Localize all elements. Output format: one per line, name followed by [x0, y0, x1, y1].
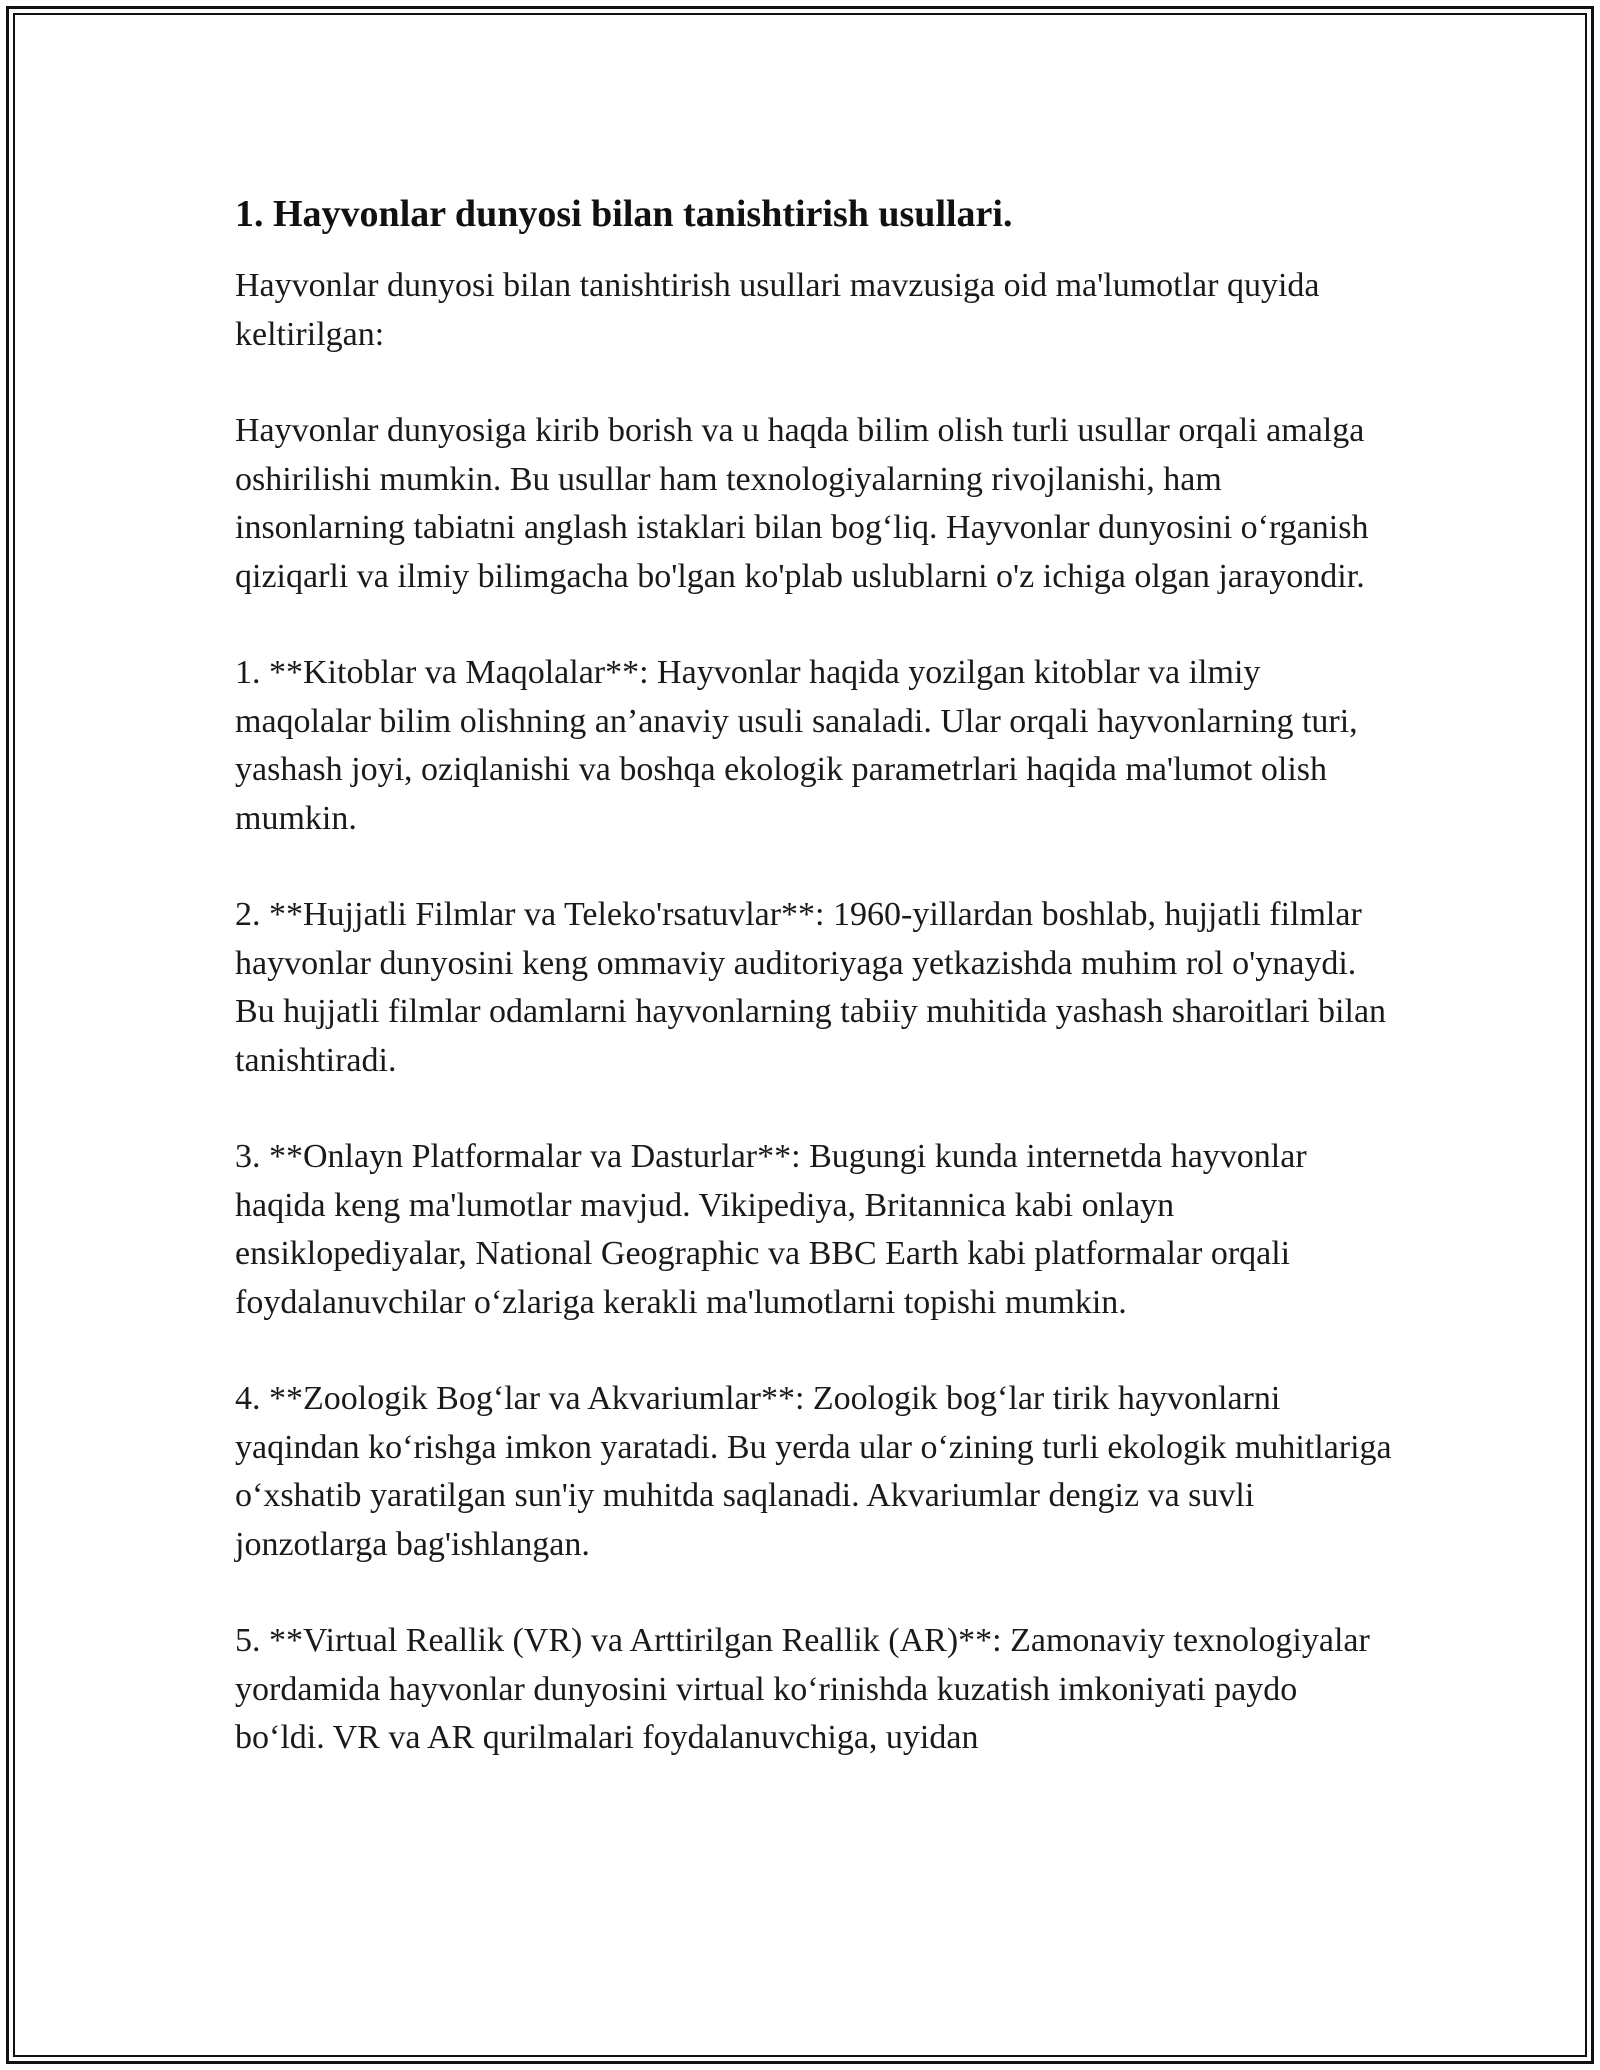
document-page — [235, 190, 1395, 1811]
list-item-documentaries: 2. **Hujjatli Filmlar va Teleko'rsatuvlar**: 1960-yillardan boshlab, hujjatli filmlar hayvonlar dunyosini keng ommaviy auditoriyaga yetkazishda muhim rol o'ynaydi. Bu hujjatli filmlar odamlarni hayvonlarning tabiiy muhitida yashash sharoitlari bilan tanishtiradi. — [235, 896, 1387, 1079]
overview-paragraph: Hayvonlar dunyosiga kirib borish va u haqda bilim olish turli usullar orqali amalga oshirilishi mumkin. Bu usullar ham texnologiyalarning rivojlanishi, ham insonlarning tabiatni anglash istaklari bilan bog‘liq. Hayvonlar dunyosini o‘rganish qiziqarli va ilmiy bilimgacha bo'lgan ko'plab uslublarni o'z ichiga olgan jarayondir. — [235, 412, 1369, 595]
document-title: 1. Hayvonlar dunyosi bilan tanishtirish usullari. — [235, 193, 1013, 235]
list-item-online-platforms: 3. **Onlayn Platformalar va Dasturlar**: Bugungi kunda internetda hayvonlar haqida keng ma'lumotlar mavjud. Vikipediya, Britannica kabi onlayn ensiklopediyalar, National Geographic va BBC Earth kabi platformalar orqali foydalanuvchilar o‘zlariga kerakli ma'lumotlarni topishi mumkin. — [235, 1138, 1307, 1321]
list-item-books: 1. **Kitoblar va Maqolalar**: Hayvonlar haqida yozilgan kitoblar va ilmiy maqolalar bilim olishning an’anaviy usuli sanaladi. Ular orqali hayvonlarning turi, yashash joyi, oziqlanishi va boshqa ekologik parametrlari haqida ma'lumot olish mumkin. — [235, 654, 1358, 837]
list-item-vr-ar: 5. **Virtual Reallik (VR) va Arttirilgan Reallik (AR)**: Zamonaviy texnologiyalar yordamida hayvonlar dunyosini virtual ko‘rinishda kuzatish imkoniyati paydo bo‘ldi. VR va AR qurilmalari foydalanuvchiga, uyidan — [235, 1622, 1370, 1756]
list-item-zoos-aquariums: 4. **Zoologik Bog‘lar va Akvariumlar**: Zoologik bog‘lar tirik hayvonlarni yaqindan ko‘rishga imkon yaratadi. Bu yerda ular o‘zining turli ekologik muhitlariga o‘xshatib yaratilgan sun'iy muhitda saqlanadi. Akvariumlar dengiz va suvli jonzotlarga bag'ishlangan. — [235, 1380, 1392, 1563]
intro-paragraph: Hayvonlar dunyosi bilan tanishtirish usullari mavzusiga oid ma'lumotlar quyida keltirilgan: — [235, 267, 1320, 353]
